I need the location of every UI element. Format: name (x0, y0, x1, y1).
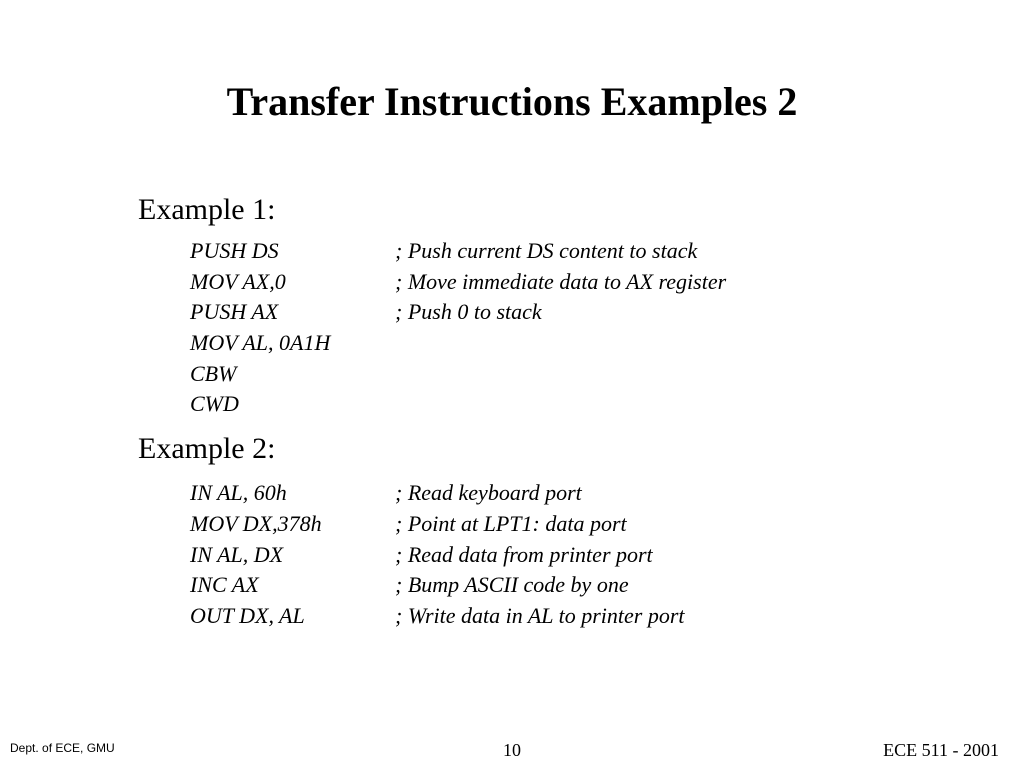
footer-page-number: 10 (503, 740, 521, 760)
comment: ; Push current DS content to stack (395, 238, 698, 263)
instruction: PUSH DS (190, 238, 279, 263)
instruction: IN AL, DX (190, 542, 284, 567)
comment: ; Read keyboard port (395, 480, 582, 505)
instruction: CWD (190, 391, 239, 416)
comment: ; Read data from printer port (395, 542, 653, 567)
instruction: PUSH AX (190, 299, 279, 324)
footer-course: ECE 511 - 2001 (883, 740, 999, 760)
instruction: MOV AX,0 (190, 269, 286, 294)
example-1-heading: Example 1: (138, 193, 276, 226)
instruction: MOV AL, 0A1H (190, 330, 331, 355)
comment: ; Push 0 to stack (395, 299, 542, 324)
comment: ; Bump ASCII code by one (395, 572, 629, 597)
instruction: CBW (190, 361, 237, 386)
comment: ; Write data in AL to printer port (395, 603, 685, 628)
footer-department: Dept. of ECE, GMU (10, 741, 115, 755)
slide-title: Transfer Instructions Examples 2 (226, 79, 798, 124)
example-2-heading: Example 2: (138, 432, 276, 465)
instruction: IN AL, 60h (190, 480, 287, 505)
instruction: INC AX (190, 572, 259, 597)
comment: ; Move immediate data to AX register (395, 269, 727, 294)
instruction: OUT DX, AL (190, 603, 305, 628)
comment: ; Point at LPT1: data port (395, 511, 627, 536)
instruction: MOV DX,378h (190, 511, 322, 536)
